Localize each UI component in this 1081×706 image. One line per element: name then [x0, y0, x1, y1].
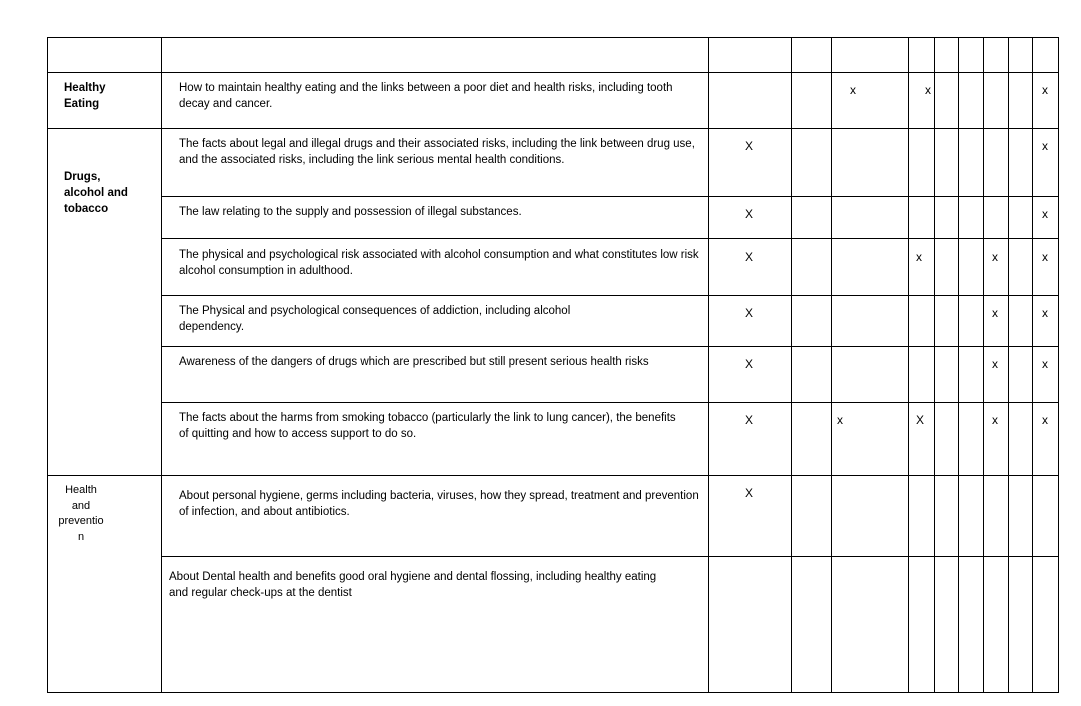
row-description: How to maintain healthy eating and the links between a poor diet and health risks, including tooth decay and cancer.: [179, 82, 673, 110]
table-rule: [161, 238, 1059, 239]
mark-cell: X: [745, 306, 754, 320]
row-description: The facts about the harms from smoking tobacco (particularly the link to lung cancer), the benefits of quitting and how to access support to do so.: [179, 412, 676, 440]
table-rule: [908, 37, 909, 693]
row-description: The facts about legal and illegal drugs and their associated risks, including the link between drug use, and the associated risks, including the link serious mental health conditions.: [179, 138, 695, 166]
mark-cell: x: [1042, 83, 1048, 97]
mark-cell: x: [992, 413, 998, 427]
mark-cell: x: [925, 83, 931, 97]
table-rule: [161, 556, 1059, 557]
row-description: About personal hygiene, germs including bacteria, viruses, how they spread, treatment and prevention of infection, and about antibiotics.: [179, 490, 699, 518]
row-description: The law relating to the supply and possession of illegal substances.: [179, 206, 522, 218]
topic-healthy-eating: [64, 80, 154, 112]
table-rule: [161, 295, 1059, 296]
mark-cell: X: [745, 250, 754, 264]
row-description: About Dental health and benefits good oral hygiene and dental flossing, including healthy eating and regular check-ups at the dentist: [169, 571, 657, 599]
mark-cell: X: [745, 139, 754, 153]
table-rule: [934, 37, 935, 693]
mark-cell: x: [916, 250, 922, 264]
mark-cell: X: [745, 486, 754, 500]
mark-cell: X: [916, 413, 925, 427]
mark-cell: x: [837, 413, 843, 427]
mark-cell: x: [992, 357, 998, 371]
table-rule: [1058, 37, 1059, 693]
table-rule: [708, 37, 709, 693]
table-rule: [831, 37, 832, 693]
row-description: The Physical and psychological consequences of addiction, including alcohol dependency.: [179, 305, 571, 333]
table-rule: [1008, 37, 1009, 693]
topic-health-prevention: [52, 483, 110, 545]
table-rule: [161, 37, 162, 693]
row-description: Awareness of the dangers of drugs which are prescribed but still present serious health risks: [179, 356, 649, 368]
topic-drugs-alcohol-tobacco: [64, 169, 160, 217]
table-rule: [1032, 37, 1033, 693]
table-rule: [983, 37, 984, 693]
mark-cell: X: [745, 413, 754, 427]
mark-cell: x: [1042, 357, 1048, 371]
mark-cell: x: [992, 306, 998, 320]
mark-cell: x: [1042, 306, 1048, 320]
mark-cell: x: [1042, 250, 1048, 264]
table-rule: [791, 37, 792, 693]
table-rule: [161, 402, 1059, 403]
mark-cell: x: [1042, 207, 1048, 221]
mark-cell: x: [850, 83, 856, 97]
row-description: The physical and psychological risk associated with alcohol consumption and what constitutes low risk alcohol consumption in adulthood.: [179, 249, 699, 277]
mark-cell: x: [1042, 413, 1048, 427]
topic-label: Drugs, alcohol and tobacco: [64, 171, 128, 215]
table-rule: [161, 346, 1059, 347]
table-rule: [161, 196, 1059, 197]
topic-label: Healthy Eating: [64, 82, 106, 110]
topic-label: Health and preventio n: [58, 484, 104, 543]
mark-cell: x: [992, 250, 998, 264]
mark-cell: X: [745, 357, 754, 371]
mark-cell: X: [745, 207, 754, 221]
mark-cell: x: [1042, 139, 1048, 153]
table-rule: [47, 37, 48, 693]
table-rule: [958, 37, 959, 693]
